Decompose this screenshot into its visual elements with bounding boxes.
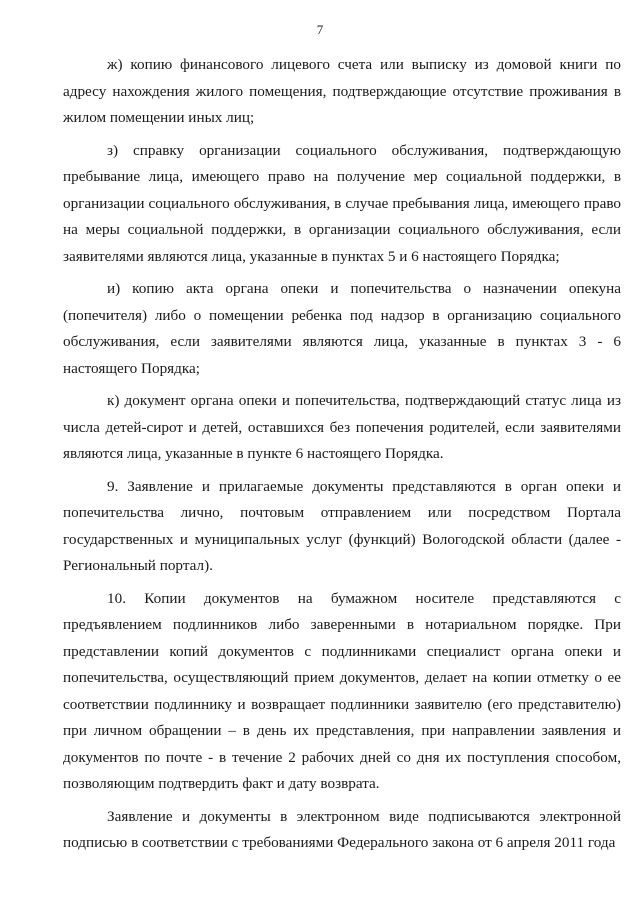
paragraph-z: з) справку организации социального обслуживания, подтверждающую пребывание лица, имеющего право на получение мер социальной поддержки, в организации социального обслуживания, в случае пребывания лица, имеющего право на меры социальной поддержки, в организации социального обслуживания, если заявителями являются лица, указанные в пунктах 5 и 6 настоящего Порядка; — [63, 141, 621, 265]
paragraph-k: к) документ органа опеки и попечительства, подтверждающий статус лица из числа детей-сирот и детей, оставшихся без попечения родителей, если заявителями являются лица, указанные в пункте 6 настоящего Порядка. — [63, 392, 621, 462]
page-number: 7 — [316, 22, 324, 37]
paragraph-zh: ж) копию финансового лицевого счета или выписку из домовой книги по адресу нахождения жилого помещения, подтверждающие отсутствие проживания в жилом помещении иных лиц; — [63, 56, 621, 126]
paragraph-9: 9. Заявление и прилагаемые документы представляются в орган опеки и попечительства лично, почтовым отправлением или посредством Портала государственных и муниципальных услуг (функций) Вологодской области (далее - Региональный портал). — [63, 477, 621, 574]
document-body — [63, 52, 621, 863]
paragraph-10: 10. Копии документов на бумажном носителе представляются с предъявлением подлинников либо заверенными в нотариальном порядке. При представлении копий документов с подлинниками специалист органа опеки и попечительства, осуществляющий прием документов, делает на копии отметку о ее соответствии подлиннику и возвращает подлинники заявителю (его представителю) при личном обращении – в день их представления, при направлении заявления и документов по почте - в течение 2 рабочих дней со дня их поступления способом, позволяющим подтвердить факт и дату возврата. — [63, 589, 621, 792]
paragraph-i: и) копию акта органа опеки и попечительства о назначении опекуна (попечителя) либо о помещении ребенка под надзор в организацию социального обслуживания, если заявителями являются лица, указанные в пунктах 3 - 6 настоящего Порядка; — [63, 280, 621, 377]
paragraph-signature: Заявление и документы в электронном виде подписываются электронной подписью в соответствии с требованиями Федерального закона от 6 апреля 2011 года — [63, 807, 621, 851]
